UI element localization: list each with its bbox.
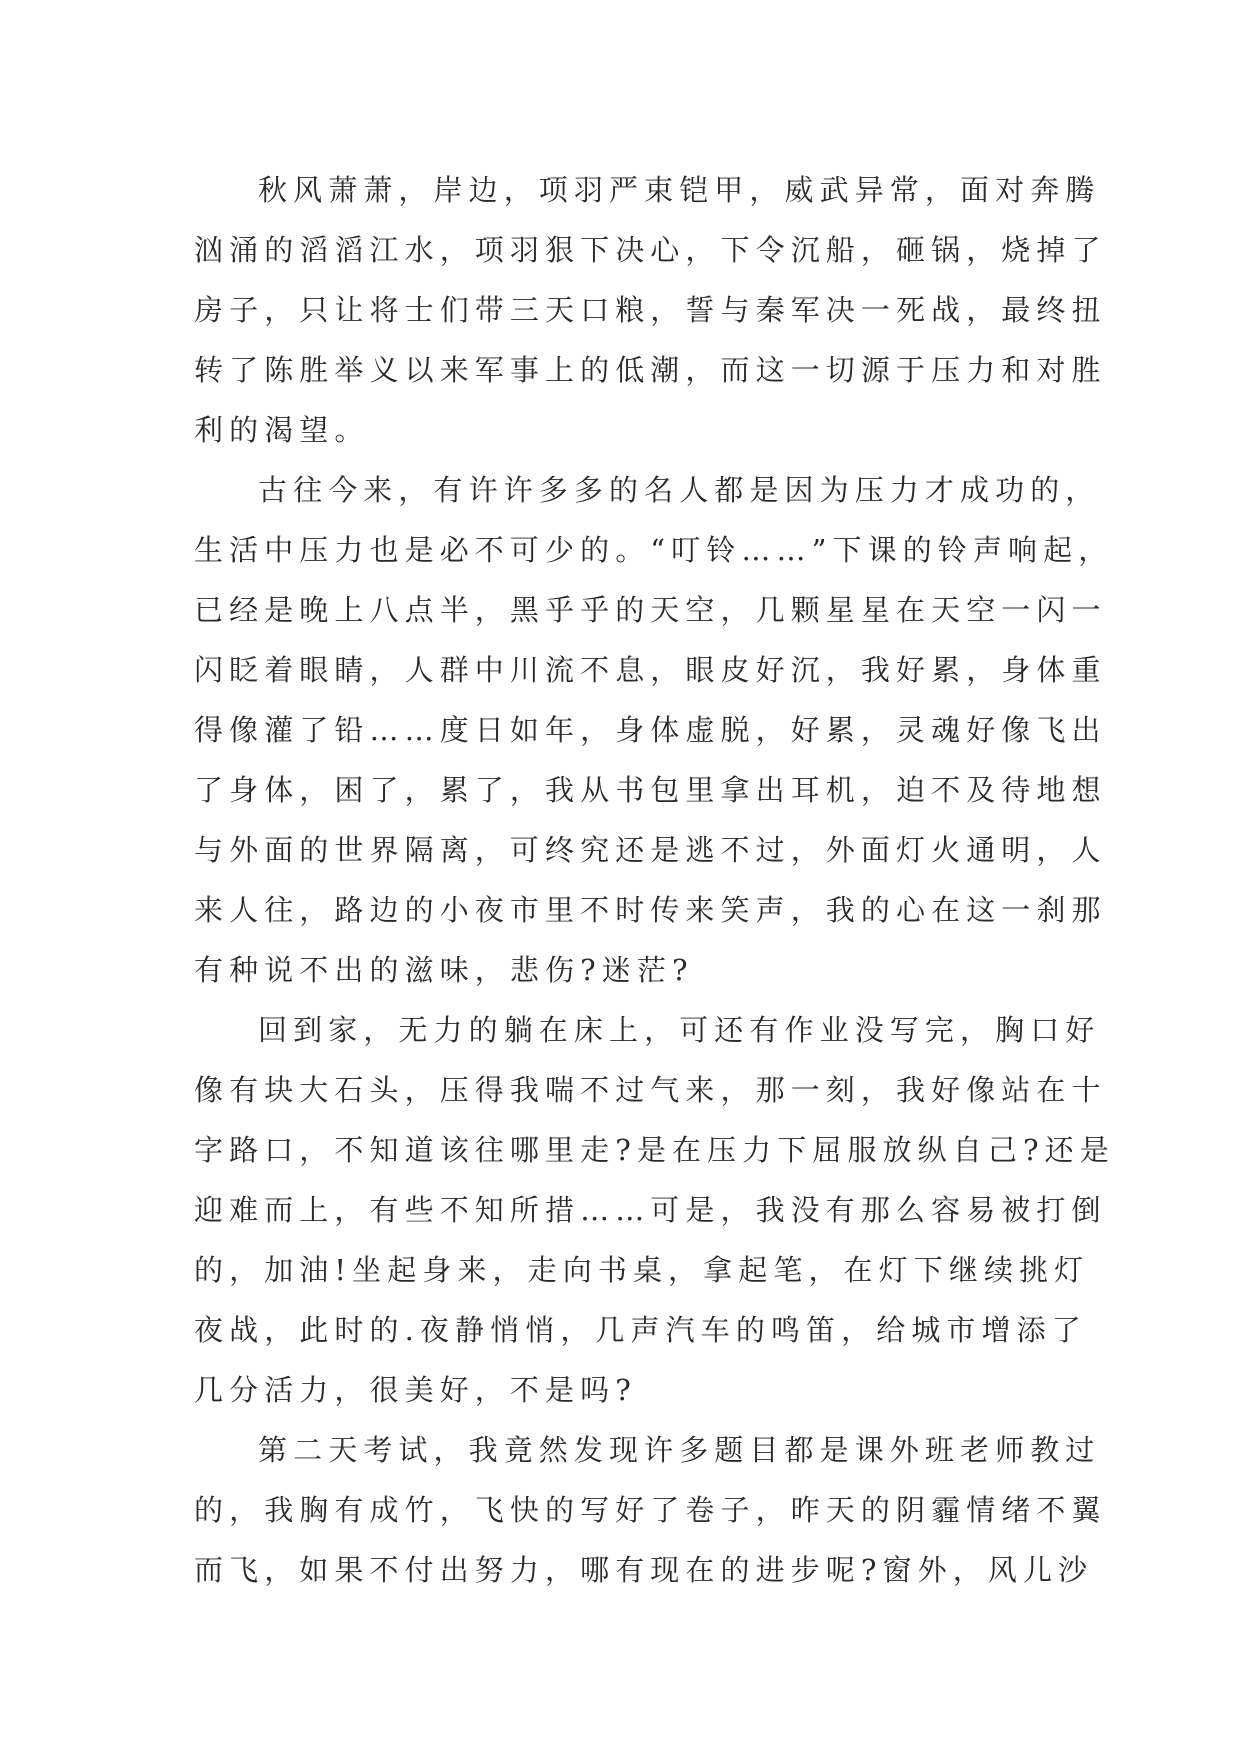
paragraph-2 [194, 460, 1114, 1000]
text-line: 得像灌了铅……度日如年，身体虚脱，好累，灵魂好像飞出 [194, 713, 1107, 747]
text-line: 几分活力，很美好，不是吗? [194, 1373, 637, 1407]
article-body [194, 160, 1115, 1600]
text-line: 秋风萧萧，岸边，项羽严束铠甲，威武异常，面对奔腾 [258, 173, 1101, 207]
text-line: 而飞，如果不付出努力，哪有现在的进步呢?窗外，风儿沙 [194, 1553, 1094, 1587]
text-line: 汹涌的滔滔江水，项羽狠下决心，下令沉船，砸锅，烧掉了 [194, 233, 1107, 267]
text-line: 利的渴望。 [194, 413, 370, 447]
paragraph-4 [194, 1420, 1107, 1600]
text-line: 第二天考试，我竟然发现许多题目都是课外班老师教过 [258, 1433, 1101, 1467]
text-line: 来人往，路边的小夜市里不时传来笑声，我的心在这一刹那 [194, 893, 1107, 927]
text-line: 与外面的世界隔离，可终究还是逃不过，外面灯火通明，人 [194, 833, 1107, 867]
text-line: 字路口，不知道该往哪里走?是在压力下屈服放纵自己?还是 [194, 1133, 1115, 1167]
text-line: 迎难而上，有些不知所措……可是，我没有那么容易被打倒 [194, 1193, 1107, 1227]
text-line: 闪眨着眼睛，人群中川流不息，眼皮好沉，我好累，身体重 [194, 653, 1107, 687]
text-line: 有种说不出的滋味，悲伤?迷茫? [194, 953, 694, 987]
text-line: 像有块大石头，压得我喘不过气来，那一刻，我好像站在十 [194, 1073, 1107, 1107]
text-line: 回到家，无力的躺在床上，可还有作业没写完，胸口好 [258, 1013, 1101, 1047]
text-line: 的，我胸有成竹，飞快的写好了卷子，昨天的阴霾情绪不翼 [194, 1493, 1107, 1527]
paragraph-1 [194, 160, 1107, 460]
text-line: 的，加油!坐起身来，走向书桌，拿起笔，在灯下继续挑灯 [194, 1253, 1090, 1287]
text-line: 夜战，此时的.夜静悄悄，几声汽车的鸣笛，给城市增添了 [194, 1313, 1087, 1347]
text-line: 古往今来，有许许多多的名人都是因为压力才成功的， [258, 473, 1101, 507]
text-line: 转了陈胜举义以来军事上的低潮，而这一切源于压力和对胜 [194, 353, 1107, 387]
text-line: 了身体，困了，累了，我从书包里拿出耳机，迫不及待地想 [194, 773, 1107, 807]
text-line: 已经是晚上八点半，黑乎乎的天空，几颗星星在天空一闪一 [194, 593, 1107, 627]
paragraph-3 [194, 1000, 1115, 1420]
text-line: 房子，只让将士们带三天口粮，誓与秦军决一死战，最终扭 [194, 293, 1107, 327]
text-line: 生活中压力也是必不可少的。“叮铃……”下课的铃声响起， [194, 533, 1114, 567]
